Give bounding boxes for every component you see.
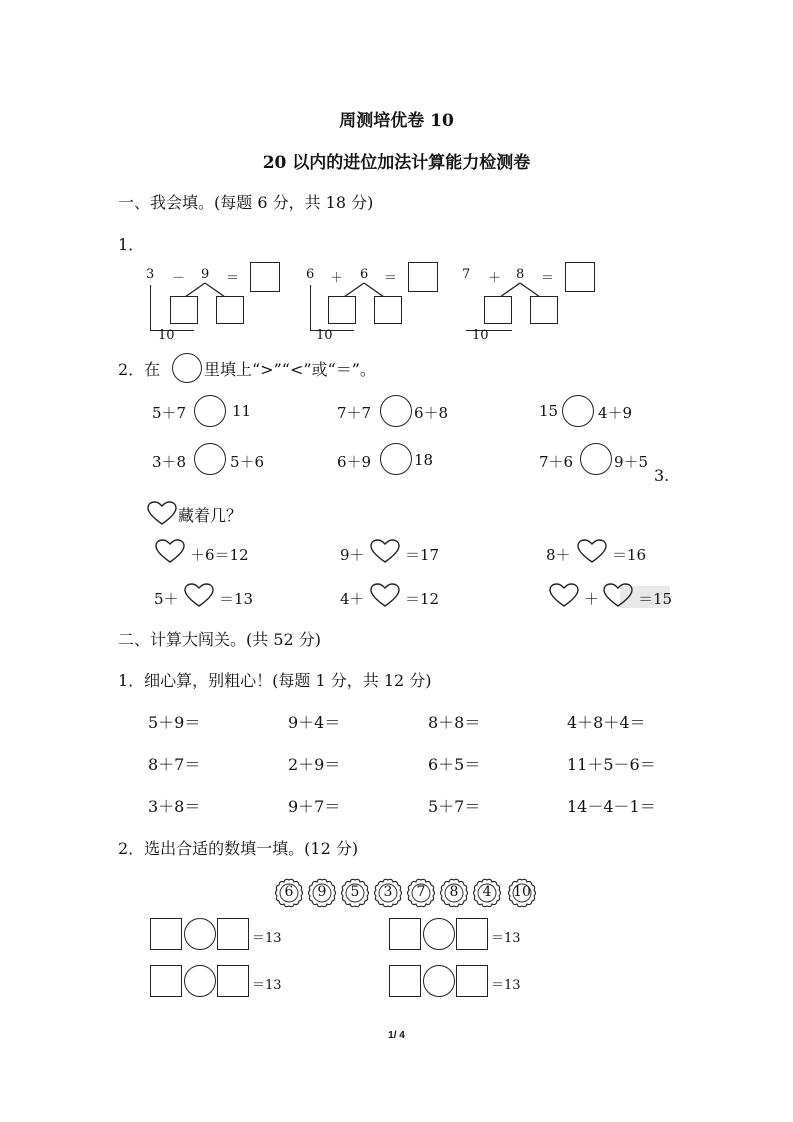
answer-box[interactable]: [389, 965, 421, 997]
tree-2-ten: 10: [316, 328, 333, 343]
calc-item: 2＋9＝: [288, 755, 341, 774]
number-tile[interactable]: [439, 878, 469, 908]
tree-1-answer-box[interactable]: [250, 262, 280, 292]
page-title: 周测培优卷 10: [339, 111, 454, 131]
section-2-question-1-label: 1．细心算，别粗心！(每题 1 分，共 12 分): [118, 671, 432, 690]
tree-1-a: 3: [146, 267, 155, 282]
compare-circle[interactable]: [562, 395, 594, 427]
page-number: 1/ 4: [388, 1030, 405, 1041]
tree-2-part-box-right[interactable]: [374, 296, 402, 324]
compare-circle[interactable]: [380, 395, 412, 427]
number-tile[interactable]: [307, 878, 337, 908]
tree-3-part-box-left[interactable]: [484, 296, 512, 324]
tree-3-op: ＋: [488, 271, 502, 286]
number-tile-label: 9: [317, 884, 327, 900]
calc-item: 4＋8＋4＝: [567, 713, 646, 732]
number-tile-label: 7: [416, 884, 426, 900]
tree-3-ten: 10: [472, 328, 489, 343]
answer-box[interactable]: [217, 965, 249, 997]
compare-right: 18: [414, 451, 434, 469]
compare-right: 11: [232, 402, 252, 420]
heart-equation-post: ＝17: [405, 546, 440, 564]
heart-icon-blank[interactable]: [154, 538, 186, 564]
compare-circle[interactable]: [580, 443, 612, 475]
question-2-label: 2．在: [118, 360, 161, 379]
heart-icon-blank[interactable]: [369, 538, 401, 564]
heart-icon-blank[interactable]: [548, 582, 580, 608]
tree-1-b: 9: [201, 267, 210, 282]
heart-icon-blank[interactable]: [183, 582, 215, 608]
calc-item: 3＋8＝: [148, 797, 201, 816]
calc-item: 11＋5－6＝: [567, 755, 656, 774]
compare-circle[interactable]: [194, 443, 226, 475]
tree-3-answer-box[interactable]: [565, 262, 595, 292]
operator-circle[interactable]: [184, 918, 216, 950]
number-tile[interactable]: [472, 878, 502, 908]
equation-result: ＝13: [252, 931, 282, 946]
answer-box[interactable]: [389, 918, 421, 950]
tree-3-b: 8: [516, 267, 525, 282]
question-1-label: 1．: [118, 235, 145, 254]
tree-2-a: 6: [306, 267, 315, 282]
heart-equation-mid: ＋: [584, 590, 600, 608]
calc-item: 9＋4＝: [288, 713, 341, 732]
calc-item: 9＋7＝: [288, 797, 341, 816]
compare-right: 4＋9: [598, 404, 633, 422]
compare-left: 7＋6: [539, 453, 574, 471]
question-2-circle-example: [172, 353, 202, 383]
heart-equation-post: ＋6＝12: [190, 546, 249, 564]
compare-circle[interactable]: [380, 443, 412, 475]
number-tile-label: 5: [350, 884, 360, 900]
heart-icon: [146, 500, 178, 526]
heart-equation-post: ＝15: [638, 590, 673, 608]
heart-equation-pre: 5＋: [154, 590, 179, 608]
calc-item: 6＋5＝: [428, 755, 481, 774]
heart-equation-pre: 4＋: [340, 590, 365, 608]
heart-equation-post: ＝12: [405, 590, 440, 608]
operator-circle[interactable]: [423, 918, 455, 950]
equation-result: ＝13: [252, 978, 282, 993]
tree-2-b: 6: [360, 267, 369, 282]
tree-3-part-box-right[interactable]: [530, 296, 558, 324]
equation-result: ＝13: [491, 978, 521, 993]
compare-left: 5＋7: [152, 404, 187, 422]
compare-left: 3＋8: [152, 453, 187, 471]
question-2-instruction: 里填上“>”“<”或“＝”。: [204, 360, 376, 379]
number-tile-label: 6: [284, 884, 294, 900]
compare-right: 5＋6: [230, 453, 265, 471]
tree-2-eq: ＝: [384, 271, 398, 286]
tree-3-a: 7: [462, 267, 471, 282]
compare-right: 6＋8: [414, 404, 449, 422]
heart-icon-blank[interactable]: [602, 582, 634, 608]
heart-equation-post: ＝13: [219, 590, 254, 608]
section-1-heading: 一、我会填。(每题 6 分，共 18 分): [118, 193, 374, 212]
question-3-number: 3.: [654, 466, 670, 485]
calc-item: 14－4－1＝: [567, 797, 656, 816]
page-subtitle: 20 以内的进位加法计算能力检测卷: [262, 153, 531, 173]
number-tile-label: 10: [513, 884, 531, 900]
calc-item: 5＋9＝: [148, 713, 201, 732]
calc-item: 5＋7＝: [428, 797, 481, 816]
compare-left: 6＋9: [337, 453, 372, 471]
tree-1-eq: ＝: [226, 271, 240, 286]
calc-item: 8＋8＝: [428, 713, 481, 732]
answer-box[interactable]: [456, 965, 488, 997]
number-tile[interactable]: [340, 878, 370, 908]
heart-equation-post: ＝16: [612, 546, 647, 564]
answer-box[interactable]: [150, 965, 182, 997]
compare-circle[interactable]: [194, 395, 226, 427]
compare-left: 15: [539, 402, 559, 420]
section-2-question-2-label: 2．选出合适的数填一填。(12 分): [118, 839, 359, 858]
tree-1-part-box-left[interactable]: [170, 296, 198, 324]
heart-icon-blank[interactable]: [576, 538, 608, 564]
tree-1-op: －: [172, 271, 186, 286]
tree-1-part-box-right[interactable]: [216, 296, 244, 324]
tree-2-part-box-left[interactable]: [328, 296, 356, 324]
number-tile[interactable]: [505, 878, 539, 908]
answer-box[interactable]: [217, 918, 249, 950]
tree-2-bracket: [310, 285, 311, 331]
tree-2-answer-box[interactable]: [408, 262, 438, 292]
tree-1-bracket: [150, 285, 151, 331]
heart-equation-pre: 9＋: [340, 546, 365, 564]
compare-right: 9＋5: [614, 453, 649, 471]
number-tile-label: 8: [449, 884, 459, 900]
question-3-instruction: 藏着几？: [178, 506, 243, 525]
calc-item: 8＋7＝: [148, 755, 201, 774]
operator-circle[interactable]: [423, 965, 455, 997]
number-tile[interactable]: [274, 878, 304, 908]
number-tile[interactable]: [406, 878, 436, 908]
section-2-heading: 二、计算大闯关。(共 52 分): [118, 630, 322, 649]
heart-equation-pre: 8＋: [546, 546, 571, 564]
tree-3-eq: ＝: [541, 271, 555, 286]
heart-icon-blank[interactable]: [369, 582, 401, 608]
tree-2-op: ＋: [330, 271, 344, 286]
number-tile-label: 4: [482, 884, 492, 900]
answer-box[interactable]: [150, 918, 182, 950]
number-tile[interactable]: [373, 878, 403, 908]
operator-circle[interactable]: [184, 965, 216, 997]
tree-1-ten: 10: [158, 328, 175, 343]
compare-left: 7＋7: [337, 404, 372, 422]
answer-box[interactable]: [456, 918, 488, 950]
number-tile-label: 3: [383, 884, 393, 900]
equation-result: ＝13: [491, 931, 521, 946]
